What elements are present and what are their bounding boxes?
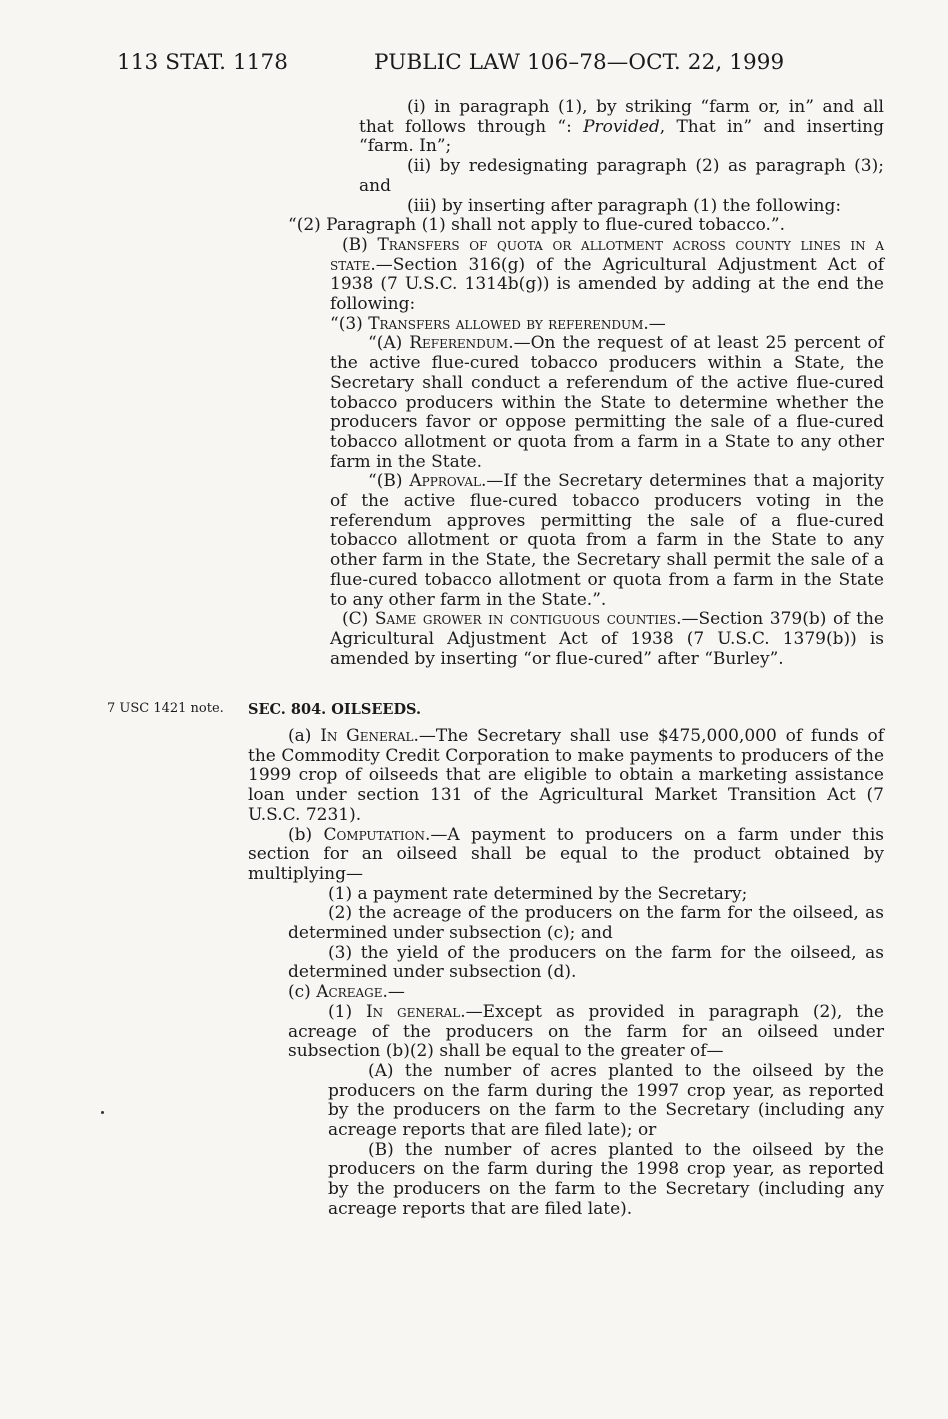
clause-ii: (ii) by redesignating paragraph (2) as paragraph (3); and [359,156,884,196]
clause-i: (i) in paragraph (1), by striking “farm or, in” and all that follows through “: Provided, That in” and inserting “farm. In”; [359,97,884,157]
item-b2: (2) the acreage of the producers on the farm for the oilseed, as determined under subsection (c); and [288,903,884,944]
item-b3: (3) the yield of the producers on the farm for the oilseed, as determined under subsection (d). [288,942,884,983]
subsection-b: (b) Computation.—A payment to producers on a farm under this section for an oilseed shall be equal to the product obtained by multiplying— [248,824,884,884]
page-stat-number: 113 STAT. 1178 [117,50,289,75]
item-c1: (1) In general.—Except as provided in paragraph (2), the acreage of the producers on the farm for an oilseed under subsection (b)(2) shall be equal to the greater of— [288,1001,884,1062]
upper-text-block [248,98,884,669]
section-heading: SEC. 804. OILSEEDS. [248,701,422,718]
margin-note: 7 USC 1421 note. [107,701,224,716]
running-head: PUBLIC LAW 106–78—OCT. 22, 1999 [374,50,785,75]
item-b1: (1) a payment rate determined by the Secretary; [328,883,748,904]
quoted-subparagraph-b: “(B) Approval.—If the Secretary determines that a majority of the active flue-cured tobacco producers voting in the referendum approves permitting the sale of a flue-cured tobacco allotment or quota from a farm in the State to any other farm in the State, the Secretary shall permit the sale of a flue-cured tobacco allotment or quota from a farm in the State to any other farm in the State.”. [330,471,884,610]
item-cB: (B) the number of acres planted to the oilseed by the producers on the farm during the 1998 crop year, as reported by the producers on the farm to the Secretary (including any acreage reports that are filed late). [328,1139,884,1219]
subparagraph-b: (B) Transfers of quota or allotment across county lines in a state.—Section 316(g) of the Agricultural Adjustment Act of 1938 (7 U.S.C. 1314b(g)) is amended by adding at the end the following: [330,234,884,315]
subsection-a: (a) In General.—The Secretary shall use $475,000,000 of funds of the Commodity Credit Corporation to make payments to producers of the 1999 crop of oilseeds that are eligible to obtain a marketing assistance loan under section 131 of the Agricultural Market Transition Act (7 U.S.C. 7231). [248,726,884,825]
clause-iii: (iii) by inserting after paragraph (1) the following: [407,195,842,216]
scan-speck [101,1111,104,1114]
quoted-subparagraph-a: “(A) Referendum.—On the request of at least 25 percent of the active flue-cured tobacco producers within a State, the Secretary shall conduct a referendum of the active flue-cured tobacco producers within the State to determine whether the producers favor or oppose permitting the sale of a flue-cured tobacco allotment or quota from a farm in a State to any other farm in the State. [330,333,884,472]
quoted-paragraph-3: “(3) Transfers allowed by referendum.— [330,313,666,334]
subparagraph-c: (C) Same grower in contiguous counties.—Section 379(b) of the Agricultural Adjustment Act of 1938 (7 U.S.C. 1379(b)) is amended by inserting “or flue-cured” after “Burley”. [330,609,884,669]
lower-text-block [248,727,884,1220]
subsection-c: (c) Acreage.— [288,982,405,1003]
item-cA: (A) the number of acres planted to the oilseed by the producers on the farm during the 1997 crop year, as reported by the producers on the farm to the Secretary (including any acreage reports that are filed late); or [328,1060,884,1141]
quoted-paragraph-2: “(2) Paragraph (1) shall not apply to flue-cured tobacco.”. [288,215,786,236]
